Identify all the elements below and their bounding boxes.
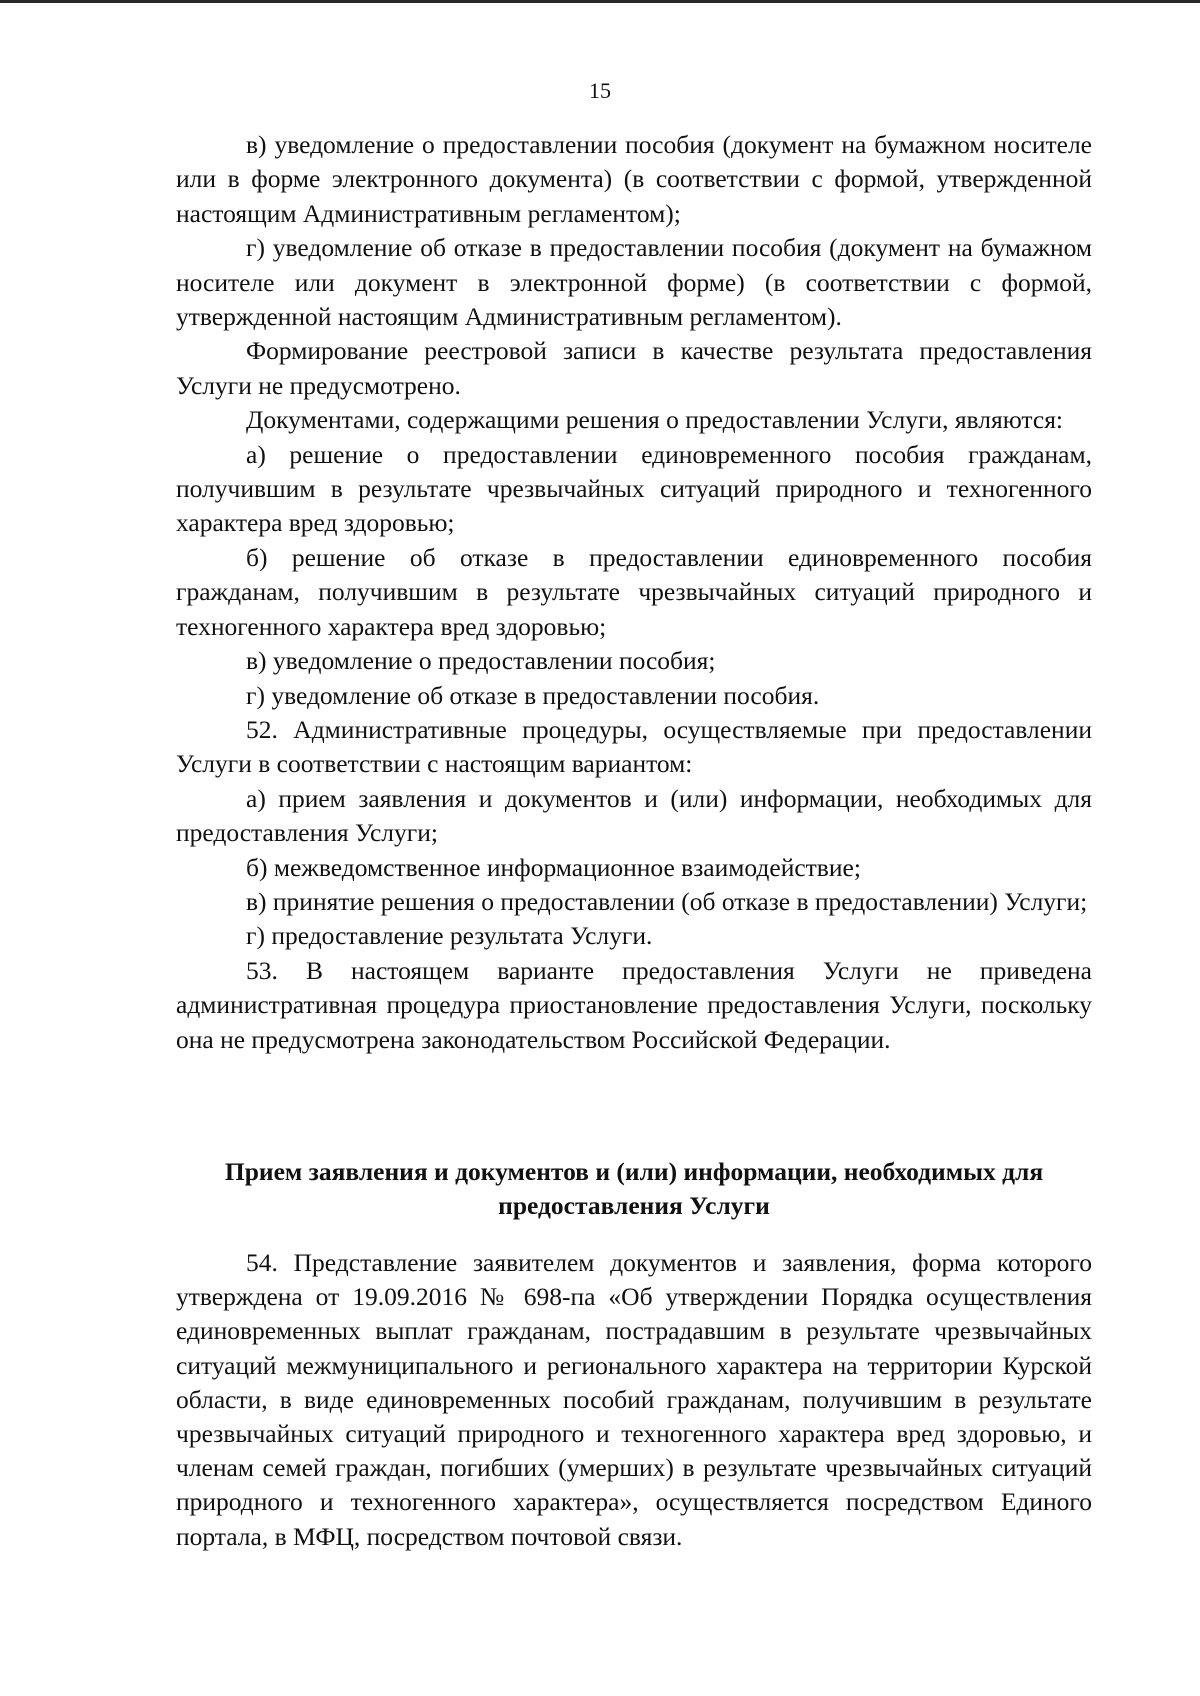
page-number: 15	[589, 78, 611, 103]
paragraph-52-a: а) прием заявления и документов и (или) информации, необходимых для предоставления Услуги;	[176, 783, 1092, 848]
paragraph-52: 52. Административные процедуры, осуществляемые при предоставлении Услуги в соответствии с настоящим вариантом:	[176, 714, 1092, 779]
section-body	[176, 1246, 1092, 1554]
paragraph-decision-grant: а) решение о предоставлении единовременного пособия гражданам, получившим в результате чрезвычайных ситуаций природного и техногенного характера вред здоровью;	[176, 439, 1092, 538]
body-text	[176, 128, 1092, 1057]
paragraph-52-g: г) предоставление результата Услуги.	[246, 921, 653, 951]
paragraph-decision-documents: Документами, содержащими решения о предоставлении Услуги, являются:	[246, 405, 1064, 435]
paragraph-notice-refusal-short: г) уведомление об отказе в предоставлении пособия.	[246, 680, 820, 710]
paragraph-52-v: в) принятие решения о предоставлении (об отказе в предоставлении) Услуги;	[246, 886, 1088, 916]
paragraph-52-b: б) межведомственное информационное взаимодействие;	[246, 852, 861, 882]
paragraph-notice-grant-short: в) уведомление о предоставлении пособия;	[246, 646, 716, 676]
paragraph-notice-grant: в) уведомление о предоставлении пособия (документ на бумажном носителе или в форме электронного документа) (в соответствии с формой, утвержденной настоящим Административным регламентом);	[176, 130, 1092, 228]
top-scan-edge	[0, 0, 1200, 3]
paragraph-53: 53. В настоящем варианте предоставления Услуги не приведена административная процедура приостановление предоставления Услуги, поскольку она не предусмотрена законодательством Российской Федерации.	[176, 955, 1092, 1054]
paragraph-registry-record: Формирование реестровой записи в качестве результата предоставления Услуги не предусмотрено.	[176, 336, 1092, 400]
paragraph-decision-refusal: б) решение об отказе в предоставлении единовременного пособия гражданам, получившим в результате чрезвычайных ситуаций природного и техногенного характера вред здоровью;	[176, 542, 1092, 641]
paragraph-notice-refusal: г) уведомление об отказе в предоставлении пособия (документ на бумажном носителе или документ в электронной форме) (в соответствии с формой, утвержденной настоящим Административным регламентом).	[176, 233, 1092, 332]
paragraph-54: 54. Представление заявителем документов и заявления, форма которого утверждена от 19.09.2016 № 698-па «Об утверждении Порядка осуществления единовременных выплат гражданам, пострадавшим в результате чрезвычайных ситуаций межмуниципального и регионального характера на территории Курской области, в виде единовременных пособий гражданам, получившим в результате чрезвычайных ситуаций природного и техногенного характера вред здоровью, и членам семей граждан, погибших (умерших) в результате чрезвычайных ситуаций природного и техногенного характера», осуществляется посредством Единого портала, в МФЦ, посредством почтовой связи.	[176, 1248, 1092, 1551]
section-heading: Прием заявления и документов и (или) информации, необходимых для предоставления Услуги	[224, 1157, 1044, 1220]
